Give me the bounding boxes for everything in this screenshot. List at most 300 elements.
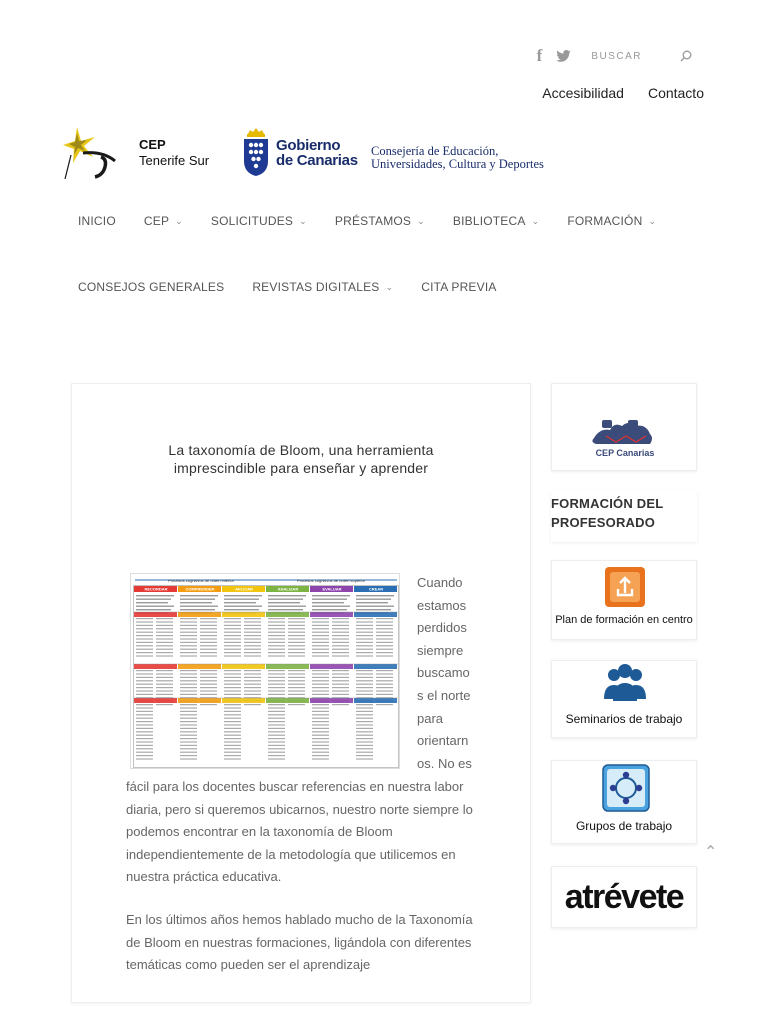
bloom-text-line xyxy=(224,655,241,656)
bloom-text-line xyxy=(376,673,393,674)
bloom-text-line xyxy=(180,714,197,715)
nav-item-préstamos[interactable] xyxy=(335,214,425,228)
bloom-text-line xyxy=(268,625,285,626)
bloom-text-line xyxy=(288,673,305,674)
bloom-text-line xyxy=(332,635,349,636)
bloom-taxonomy-table xyxy=(131,574,400,769)
bloom-text-line xyxy=(180,625,197,626)
bloom-text-line xyxy=(136,606,174,607)
consejeria-logo-text xyxy=(371,145,544,171)
bloom-text-line xyxy=(376,670,393,671)
bloom-text-line xyxy=(376,628,393,629)
bloom-text-line xyxy=(244,655,261,656)
bloom-text-line xyxy=(268,618,285,619)
cep-tenerife-sur-logo[interactable] xyxy=(63,127,215,179)
bloom-text-line xyxy=(312,632,329,633)
bloom-text-line xyxy=(268,728,285,729)
bloom-section-header xyxy=(266,612,309,617)
bloom-text-line xyxy=(200,704,217,705)
bloom-text-line xyxy=(312,704,329,705)
bloom-text-line xyxy=(224,684,241,685)
bloom-text-line xyxy=(312,621,329,622)
bloom-text-line xyxy=(288,690,305,691)
bloom-text-line xyxy=(356,677,373,678)
bloom-text-line xyxy=(180,711,197,712)
bloom-text-line xyxy=(376,652,393,653)
bloom-text-line xyxy=(200,618,217,619)
article-body xyxy=(126,776,481,977)
bloom-text-line xyxy=(244,642,261,643)
bloom-text-line xyxy=(268,602,300,603)
bloom-text-line xyxy=(200,638,217,639)
bloom-text-line xyxy=(156,694,173,695)
main-navigation xyxy=(78,210,718,298)
bloom-text-line xyxy=(136,714,153,715)
bloom-text-line xyxy=(244,625,261,626)
bloom-text-line xyxy=(180,718,197,719)
cep-logo-line1: CEP xyxy=(139,137,166,152)
bloom-text-line xyxy=(356,606,394,607)
bloom-header-left: Procesos cognitivos de orden inferior xyxy=(168,578,234,583)
bloom-text-line xyxy=(156,632,173,633)
bloom-text-line xyxy=(312,687,329,688)
bloom-text-line xyxy=(312,741,329,742)
nav-item-consejos-generales[interactable] xyxy=(78,280,224,294)
bloom-text-line xyxy=(332,632,349,633)
bloom-text-line xyxy=(288,670,305,671)
bloom-text-line xyxy=(312,635,329,636)
bloom-text-line xyxy=(180,621,197,622)
upload-box-icon xyxy=(552,561,698,613)
bloom-text-line xyxy=(224,724,241,725)
bloom-text-line xyxy=(136,621,153,622)
bloom-text-line xyxy=(180,677,197,678)
bloom-text-line xyxy=(268,752,285,753)
contacto-link[interactable]: Contacto xyxy=(647,85,704,101)
cep-canarias-widget[interactable] xyxy=(551,383,697,471)
bloom-text-line xyxy=(224,731,241,732)
bloom-text-line xyxy=(200,621,217,622)
bloom-text-line xyxy=(312,748,329,749)
bloom-text-line xyxy=(200,687,217,688)
bloom-text-line xyxy=(332,704,349,705)
article-paragraph-2: En los últimos años hemos hablado mucho de la Taxonomía de Bloom en nuestras formaciones, ligándola con diferentes temáticas como pueden ser el aprendizaje xyxy=(126,911,473,973)
bloom-text-line xyxy=(376,704,393,705)
bloom-text-line xyxy=(136,704,153,705)
bloom-column-label: COMPRENDER xyxy=(185,586,215,592)
atrevete-logo: atrévete xyxy=(564,877,684,916)
bloom-text-line xyxy=(224,609,259,610)
gobierno-logo-line2: de Canarias xyxy=(276,152,358,169)
bloom-text-line xyxy=(332,670,349,671)
grupos-trabajo-widget[interactable] xyxy=(551,760,697,844)
bloom-text-line xyxy=(244,638,261,639)
bloom-text-line xyxy=(224,677,241,678)
bloom-text-line xyxy=(312,758,329,759)
facebook-icon[interactable]: f xyxy=(536,46,543,65)
bloom-text-line xyxy=(332,652,349,653)
bloom-text-line xyxy=(376,680,393,681)
bloom-text-line xyxy=(268,628,285,629)
bloom-header-right: Procesos cognitivos de orden superior xyxy=(296,578,366,583)
bloom-text-line xyxy=(288,652,305,653)
bloom-text-line xyxy=(356,621,373,622)
bloom-text-line xyxy=(332,625,349,626)
bloom-text-line xyxy=(136,655,153,656)
bloom-text-line xyxy=(356,684,373,685)
nav-item-revistas-digitales[interactable] xyxy=(252,280,393,294)
search-icon[interactable] xyxy=(680,50,692,62)
bloom-text-line xyxy=(224,687,241,688)
bloom-text-line xyxy=(376,677,393,678)
bloom-text-line xyxy=(180,595,218,596)
bloom-text-line xyxy=(312,606,350,607)
nav-item-cita-previa[interactable] xyxy=(421,280,496,294)
bloom-text-line xyxy=(136,599,171,600)
bloom-text-line xyxy=(268,609,303,610)
bloom-section-header xyxy=(134,698,177,703)
bloom-text-line xyxy=(244,684,261,685)
bloom-text-line xyxy=(136,721,153,722)
bloom-text-line xyxy=(356,618,373,619)
bloom-text-line xyxy=(356,741,373,742)
bloom-section-header xyxy=(222,612,265,617)
bloom-text-line xyxy=(356,609,391,610)
bloom-text-line xyxy=(312,618,329,619)
bloom-section-header xyxy=(266,664,309,669)
bloom-text-line xyxy=(268,655,285,656)
bloom-text-line xyxy=(200,655,217,656)
nav-item-biblioteca[interactable] xyxy=(453,214,539,228)
bloom-text-line xyxy=(180,728,197,729)
bloom-text-line xyxy=(156,652,173,653)
bloom-text-line xyxy=(268,677,285,678)
bloom-text-line xyxy=(180,649,197,650)
bloom-text-line xyxy=(312,707,329,708)
bloom-text-line xyxy=(356,655,373,656)
bloom-text-line xyxy=(268,673,285,674)
bloom-text-line xyxy=(224,711,241,712)
bloom-text-line xyxy=(136,642,153,643)
bloom-text-line xyxy=(244,670,261,671)
bloom-text-line xyxy=(200,652,217,653)
formacion-heading: FORMACIÓN DEL PROFESORADO xyxy=(551,496,664,530)
bloom-section-header xyxy=(178,612,221,617)
bloom-text-line xyxy=(356,711,373,712)
bloom-text-line xyxy=(268,595,306,596)
bloom-column-label: EVALUAR xyxy=(322,586,342,592)
bloom-section-header xyxy=(134,664,177,669)
bloom-text-line xyxy=(356,645,373,646)
cep-logo-line2: Tenerife Sur xyxy=(139,153,210,168)
bloom-text-line xyxy=(180,741,197,742)
bloom-text-line xyxy=(224,728,241,729)
bloom-text-line xyxy=(376,690,393,691)
bloom-text-line xyxy=(312,728,329,729)
atrevete-widget[interactable] xyxy=(551,866,697,928)
bloom-text-line xyxy=(244,645,261,646)
bloom-text-line xyxy=(288,649,305,650)
bloom-text-line xyxy=(224,735,241,736)
search-input[interactable]: BUSCAR xyxy=(591,50,642,62)
bloom-text-line xyxy=(312,684,329,685)
bloom-text-line xyxy=(180,635,197,636)
bloom-text-line xyxy=(376,645,393,646)
article-card xyxy=(71,383,531,1003)
bloom-text-line xyxy=(356,642,373,643)
nav-item-label: CEP xyxy=(143,214,170,228)
bloom-text-line xyxy=(224,621,241,622)
consejeria-line2: Universidades, Cultura y Deportes xyxy=(371,157,544,171)
bloom-text-line xyxy=(312,718,329,719)
bloom-text-line xyxy=(244,680,261,681)
bloom-text-line xyxy=(156,618,173,619)
bloom-text-line xyxy=(156,655,173,656)
bloom-text-line xyxy=(268,707,285,708)
bloom-text-line xyxy=(356,652,373,653)
bloom-text-line xyxy=(376,649,393,650)
bloom-text-line xyxy=(356,690,373,691)
bloom-text-line xyxy=(288,684,305,685)
bloom-text-line xyxy=(136,595,174,596)
nav-item-label: SOLICITUDES xyxy=(210,214,294,228)
bloom-text-line xyxy=(136,738,153,739)
bloom-text-line xyxy=(136,758,153,759)
top-utility-bar xyxy=(537,46,692,66)
bloom-text-line xyxy=(268,721,285,722)
bloom-text-line xyxy=(136,687,153,688)
bloom-text-line xyxy=(180,687,197,688)
bloom-text-line xyxy=(180,655,197,656)
bloom-text-line xyxy=(244,649,261,650)
bloom-text-line xyxy=(136,645,153,646)
bloom-text-line xyxy=(156,649,173,650)
gobierno-canarias-logo[interactable] xyxy=(242,128,358,178)
bloom-text-line xyxy=(268,741,285,742)
bloom-text-line xyxy=(356,752,373,753)
bloom-text-line xyxy=(356,670,373,671)
bloom-text-line xyxy=(356,718,373,719)
bloom-text-line xyxy=(180,745,197,746)
nav-item-label: PRÉSTAMOS xyxy=(334,214,412,228)
bloom-text-line xyxy=(224,635,241,636)
bloom-text-line xyxy=(332,694,349,695)
bloom-text-line xyxy=(268,649,285,650)
bloom-text-line xyxy=(332,655,349,656)
bloom-text-line xyxy=(312,731,329,732)
bloom-text-line xyxy=(356,724,373,725)
twitter-icon[interactable] xyxy=(556,50,571,62)
bloom-text-line xyxy=(224,741,241,742)
bloom-text-line xyxy=(136,741,153,742)
bloom-text-line xyxy=(224,652,241,653)
bloom-text-line xyxy=(156,638,173,639)
bloom-text-line xyxy=(200,694,217,695)
bloom-text-line xyxy=(356,704,373,705)
bloom-section-header xyxy=(178,698,221,703)
bloom-text-line xyxy=(376,655,393,656)
bloom-text-line xyxy=(356,694,373,695)
bloom-text-line xyxy=(356,628,373,629)
bloom-text-line xyxy=(224,718,241,719)
chevron-down-icon: ⌄ xyxy=(648,215,657,226)
bloom-section-header xyxy=(354,664,397,669)
bloom-text-line xyxy=(136,711,153,712)
bloom-text-line xyxy=(180,748,197,749)
bloom-text-line xyxy=(332,638,349,639)
bloom-section-header xyxy=(354,612,397,617)
bloom-text-line xyxy=(156,670,173,671)
bloom-section-header xyxy=(178,664,221,669)
bloom-text-line xyxy=(156,635,173,636)
bloom-text-line xyxy=(224,694,241,695)
bloom-text-line xyxy=(224,758,241,759)
nav-item-solicitudes[interactable] xyxy=(211,214,307,228)
bloom-text-line xyxy=(244,632,261,633)
bloom-text-line xyxy=(268,652,285,653)
bloom-text-line xyxy=(312,711,329,712)
bloom-text-line xyxy=(200,645,217,646)
bloom-text-line xyxy=(356,745,373,746)
bloom-text-line xyxy=(136,632,153,633)
bloom-text-line xyxy=(288,694,305,695)
bloom-text-line xyxy=(136,625,153,626)
bloom-text-line xyxy=(312,642,329,643)
bloom-text-line xyxy=(268,606,306,607)
bloom-text-line xyxy=(224,670,241,671)
bloom-text-line xyxy=(268,645,285,646)
bloom-text-line xyxy=(244,673,261,674)
chevron-down-icon: ⌄ xyxy=(531,215,540,226)
bloom-taxonomy-image[interactable] xyxy=(130,573,400,769)
bloom-text-line xyxy=(312,638,329,639)
bloom-text-line xyxy=(332,677,349,678)
plan-formacion-widget[interactable] xyxy=(551,560,697,640)
nav-item-label: BIBLIOTECA xyxy=(452,214,526,228)
bloom-text-line xyxy=(268,718,285,719)
bloom-text-line xyxy=(136,602,168,603)
bloom-text-line xyxy=(268,714,285,715)
bloom-text-line xyxy=(312,655,329,656)
bloom-text-line xyxy=(136,670,153,671)
bloom-text-line xyxy=(180,652,197,653)
bloom-text-line xyxy=(376,684,393,685)
bloom-text-line xyxy=(224,645,241,646)
bloom-text-line xyxy=(136,728,153,729)
bloom-text-line xyxy=(156,687,173,688)
bloom-text-line xyxy=(180,632,197,633)
bloom-text-line xyxy=(356,595,394,596)
bloom-text-line xyxy=(376,694,393,695)
article-title[interactable]: La taxonomía de Bloom, una herramienta imprescindible para enseñar y aprender xyxy=(168,442,434,476)
bloom-text-line xyxy=(224,721,241,722)
bloom-text-line xyxy=(312,609,347,610)
bloom-text-line xyxy=(268,724,285,725)
bloom-text-line xyxy=(356,602,388,603)
bloom-text-line xyxy=(312,628,329,629)
bloom-text-line xyxy=(224,642,241,643)
grupos-trabajo-label: Grupos de trabajo xyxy=(575,819,673,833)
nav-item-formación[interactable] xyxy=(567,214,656,228)
bloom-text-line xyxy=(288,638,305,639)
bloom-text-line xyxy=(136,628,153,629)
bloom-text-line xyxy=(224,606,262,607)
bloom-text-line xyxy=(136,649,153,650)
bloom-text-line xyxy=(376,625,393,626)
bloom-section-header xyxy=(222,698,265,703)
bloom-text-line xyxy=(312,735,329,736)
bloom-text-line xyxy=(356,735,373,736)
bloom-text-line xyxy=(224,625,241,626)
bloom-text-line xyxy=(332,621,349,622)
seminarios-widget[interactable] xyxy=(551,660,697,738)
bloom-text-line xyxy=(224,755,241,756)
bloom-text-line xyxy=(332,642,349,643)
bloom-text-line xyxy=(312,673,329,674)
bloom-text-line xyxy=(200,649,217,650)
bloom-text-line xyxy=(180,755,197,756)
bloom-text-line xyxy=(224,602,256,603)
nav-item-label: CONSEJOS GENERALES xyxy=(78,280,225,294)
bloom-text-line xyxy=(200,670,217,671)
nav-item-inicio[interactable] xyxy=(78,214,116,228)
bloom-section-header xyxy=(310,698,353,703)
bloom-text-line xyxy=(356,728,373,729)
bloom-text-line xyxy=(136,745,153,746)
back-to-top-chevron-icon[interactable]: ⌃ xyxy=(704,842,718,861)
bloom-text-line xyxy=(268,670,285,671)
bloom-text-line xyxy=(312,738,329,739)
bloom-text-line xyxy=(180,704,197,705)
bloom-text-line xyxy=(156,625,173,626)
cep-star-emblem xyxy=(63,127,133,179)
bloom-text-line xyxy=(312,595,350,596)
consejeria-line1: Consejería de Educación, xyxy=(371,144,499,158)
bloom-text-line xyxy=(180,673,197,674)
bloom-text-line xyxy=(288,680,305,681)
bloom-text-line xyxy=(376,638,393,639)
bloom-text-line xyxy=(200,684,217,685)
bloom-text-line xyxy=(268,635,285,636)
bloom-text-line xyxy=(356,638,373,639)
bloom-text-line xyxy=(136,618,153,619)
bloom-text-line xyxy=(244,618,261,619)
network-group-icon xyxy=(552,761,698,817)
bloom-text-line xyxy=(288,621,305,622)
bloom-text-line xyxy=(312,602,344,603)
bloom-column-label: RECORDAR xyxy=(144,586,168,592)
bloom-text-line xyxy=(268,638,285,639)
bloom-text-line xyxy=(180,638,197,639)
bloom-text-line xyxy=(332,684,349,685)
bloom-text-line xyxy=(224,748,241,749)
seminarios-label: Seminarios de trabajo xyxy=(565,712,683,726)
formacion-heading-widget xyxy=(551,490,697,542)
bloom-text-line xyxy=(288,628,305,629)
bloom-text-line xyxy=(156,704,173,705)
nav-item-cep[interactable] xyxy=(144,214,183,228)
accesibilidad-link[interactable]: Accesibilidad xyxy=(542,85,624,101)
bloom-text-line xyxy=(268,687,285,688)
bloom-text-line xyxy=(356,632,373,633)
bloom-text-line xyxy=(356,721,373,722)
bloom-text-line xyxy=(244,635,261,636)
bloom-text-line xyxy=(332,673,349,674)
bloom-text-line xyxy=(136,652,153,653)
bloom-text-line xyxy=(312,690,329,691)
bloom-text-line xyxy=(136,748,153,749)
bloom-text-line xyxy=(288,704,305,705)
